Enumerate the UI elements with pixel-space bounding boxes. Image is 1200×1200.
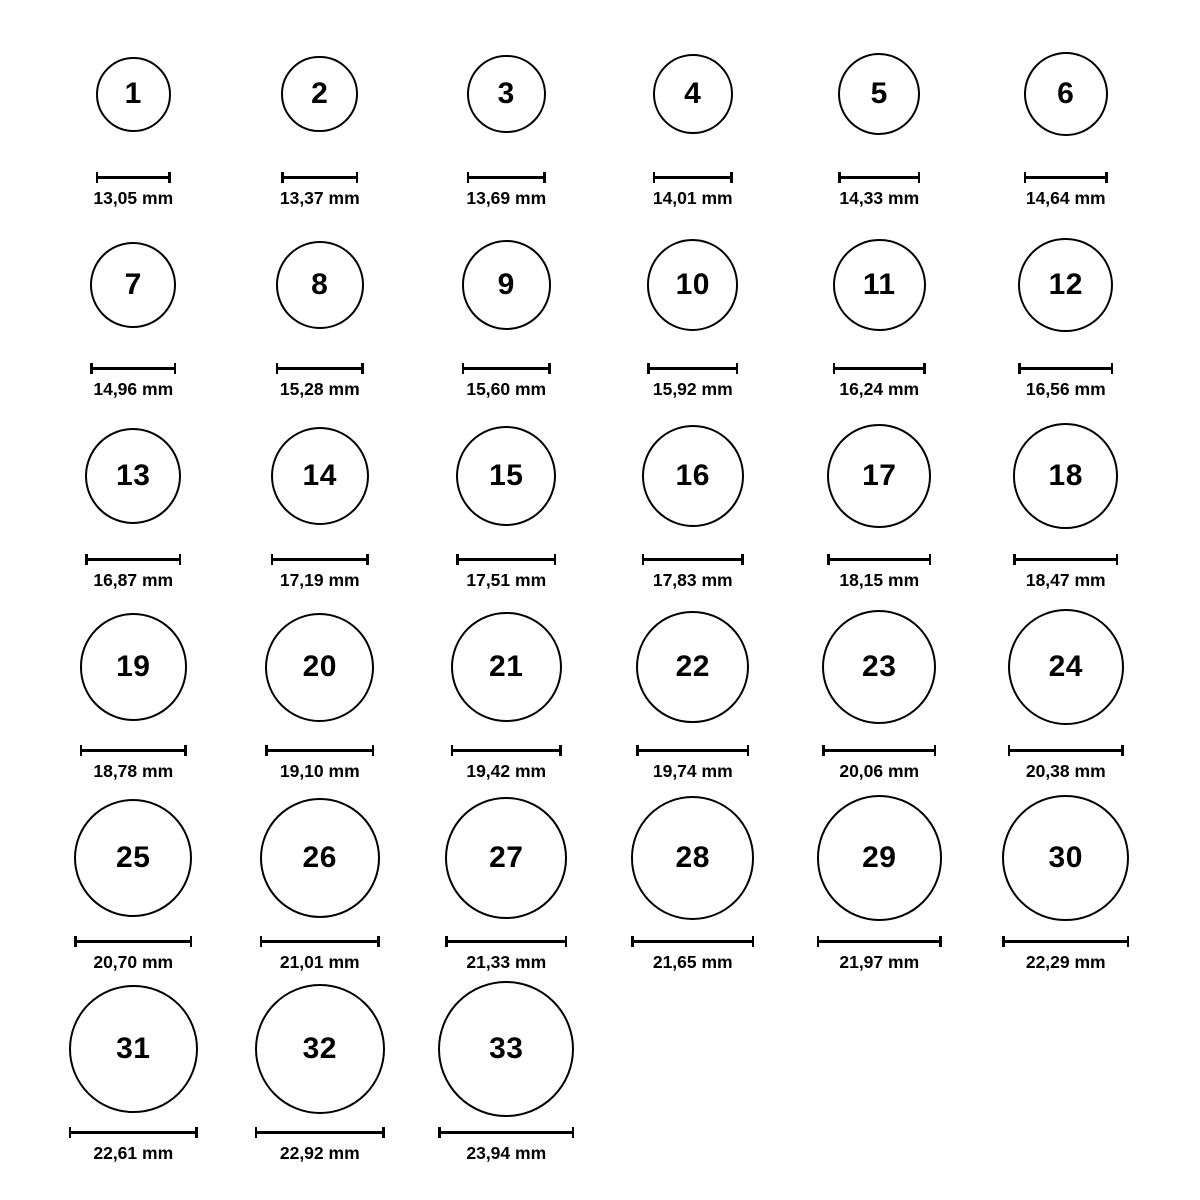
ring-circle[interactable] xyxy=(822,610,936,724)
diameter-bar-line xyxy=(260,940,380,943)
diameter-label: 19,10 mm xyxy=(279,761,360,781)
ring-circle[interactable] xyxy=(636,611,749,724)
diameter-bar-line xyxy=(80,749,187,752)
ring-size-number: 14 xyxy=(302,458,337,492)
diameter-bar-icon xyxy=(85,554,181,565)
ring-size-number: 33 xyxy=(489,1032,524,1065)
size-row xyxy=(40,209,1160,400)
ring-size-cell[interactable] xyxy=(413,591,600,782)
diameter-label: 20,06 mm xyxy=(839,761,920,781)
ring-circle-wrap xyxy=(96,18,171,170)
ring-circle[interactable] xyxy=(1013,423,1118,528)
diameter-measure xyxy=(827,554,931,591)
ring-circle[interactable] xyxy=(462,240,551,329)
diameter-bar-icon xyxy=(833,363,926,374)
diameter-bar-icon xyxy=(260,936,380,947)
ring-circle-wrap xyxy=(271,400,369,552)
diameter-label: 19,42 mm xyxy=(466,761,547,781)
ring-circle-wrap xyxy=(1008,591,1124,743)
diameter-bar-line xyxy=(74,940,192,943)
ring-circle-wrap xyxy=(838,18,920,170)
diameter-label: 16,87 mm xyxy=(93,570,174,590)
diameter-bar-icon xyxy=(838,172,920,183)
diameter-bar-icon xyxy=(647,363,738,374)
ring-circle[interactable] xyxy=(456,426,556,526)
diameter-bar-line xyxy=(1024,176,1108,179)
ring-circle[interactable] xyxy=(451,612,562,723)
diameter-label: 21,01 mm xyxy=(279,952,360,972)
ring-circle[interactable] xyxy=(467,55,546,134)
diameter-bar-line xyxy=(255,1131,385,1134)
diameter-measure xyxy=(466,172,546,209)
ring-circle-wrap xyxy=(276,209,364,361)
ring-circle[interactable] xyxy=(85,428,181,524)
ring-size-number: 32 xyxy=(302,1032,337,1065)
diameter-bar-line xyxy=(462,367,551,370)
ring-size-cell[interactable] xyxy=(413,209,600,400)
diameter-measure xyxy=(653,172,733,209)
ring-size-cell[interactable] xyxy=(973,591,1160,782)
ring-size-number: 6 xyxy=(1057,76,1075,110)
diameter-label: 15,92 mm xyxy=(652,379,733,399)
ring-size-number: 31 xyxy=(116,1032,151,1065)
ring-size-cell[interactable] xyxy=(227,973,414,1164)
ring-circle-wrap xyxy=(833,209,926,361)
diameter-measure xyxy=(280,172,360,209)
diameter-bar-line xyxy=(653,176,733,179)
ring-circle[interactable] xyxy=(838,53,920,135)
ring-circle-wrap xyxy=(445,782,567,934)
diameter-bar-icon xyxy=(80,745,187,756)
ring-circle[interactable] xyxy=(438,981,574,1117)
diameter-bar-line xyxy=(271,558,369,561)
diameter-bar-icon xyxy=(445,936,567,947)
ring-size-cell[interactable] xyxy=(40,591,227,782)
diameter-bar-icon xyxy=(90,363,176,374)
ring-size-number: 24 xyxy=(1048,650,1083,683)
ring-size-cell[interactable] xyxy=(227,209,414,400)
ring-circle[interactable] xyxy=(276,241,364,329)
diameter-bar-icon xyxy=(265,745,374,756)
size-row xyxy=(40,591,1160,782)
diameter-bar-line xyxy=(90,367,176,370)
ring-circle[interactable] xyxy=(80,613,187,720)
ring-size-number: 16 xyxy=(675,458,710,492)
diameter-bar-icon xyxy=(1024,172,1108,183)
diameter-measure xyxy=(260,936,380,973)
diameter-measure xyxy=(255,1127,385,1164)
diameter-measure xyxy=(445,936,567,973)
ring-size-cell[interactable] xyxy=(40,782,227,973)
ring-circle[interactable] xyxy=(281,56,358,133)
ring-size-number: 13 xyxy=(116,458,151,492)
diameter-bar-line xyxy=(631,940,754,943)
diameter-bar-icon xyxy=(255,1127,385,1138)
diameter-measure xyxy=(822,745,936,782)
diameter-bar-line xyxy=(833,367,926,370)
diameter-label: 18,47 mm xyxy=(1025,570,1106,590)
ring-circle-wrap xyxy=(1013,400,1118,552)
diameter-bar-line xyxy=(1013,558,1118,561)
ring-circle[interactable] xyxy=(653,54,733,134)
diameter-measure xyxy=(451,745,562,782)
diameter-label: 15,28 mm xyxy=(279,379,360,399)
diameter-bar-icon xyxy=(827,554,931,565)
diameter-label: 16,56 mm xyxy=(1025,379,1106,399)
ring-circle-wrap xyxy=(281,18,358,170)
diameter-bar-icon xyxy=(96,172,171,183)
size-row xyxy=(40,18,1160,209)
ring-size-cell[interactable] xyxy=(786,591,973,782)
diameter-bar-icon xyxy=(642,554,744,565)
ring-circle-wrap xyxy=(636,591,749,743)
diameter-bar-icon xyxy=(653,172,733,183)
diameter-label: 19,74 mm xyxy=(652,761,733,781)
ring-circle[interactable] xyxy=(74,799,192,917)
ring-size-number: 2 xyxy=(311,76,329,110)
diameter-measure xyxy=(271,554,369,591)
ring-size-number: 30 xyxy=(1048,840,1083,874)
ring-size-cell[interactable] xyxy=(786,400,973,591)
ring-size-cell[interactable] xyxy=(600,209,787,400)
diameter-bar-line xyxy=(1018,367,1113,370)
diameter-label: 14,01 mm xyxy=(652,188,733,208)
ring-size-cell[interactable] xyxy=(413,973,600,1164)
diameter-bar-icon xyxy=(1018,363,1113,374)
ring-size-cell[interactable] xyxy=(40,209,227,400)
ring-circle-wrap xyxy=(653,18,733,170)
diameter-label: 14,64 mm xyxy=(1025,188,1106,208)
diameter-bar-line xyxy=(467,176,546,179)
ring-circle-wrap xyxy=(85,400,181,552)
diameter-label: 22,29 mm xyxy=(1025,952,1106,972)
diameter-label: 21,65 mm xyxy=(652,952,733,972)
ring-size-cell[interactable] xyxy=(973,782,1160,973)
diameter-bar-line xyxy=(642,558,744,561)
diameter-measure xyxy=(74,936,192,973)
diameter-label: 22,92 mm xyxy=(279,1143,360,1163)
ring-size-number: 29 xyxy=(862,841,897,874)
ring-circle[interactable] xyxy=(631,796,754,919)
ring-size-number: 4 xyxy=(684,76,702,110)
ring-circle[interactable] xyxy=(90,242,176,328)
diameter-bar-icon xyxy=(281,172,358,183)
ring-size-cell[interactable] xyxy=(227,400,414,591)
diameter-measure xyxy=(1002,936,1129,973)
ring-circle-wrap xyxy=(467,18,546,170)
ring-circle[interactable] xyxy=(647,239,738,330)
ring-size-cell[interactable] xyxy=(973,400,1160,591)
diameter-bar-icon xyxy=(271,554,369,565)
ring-circle-wrap xyxy=(260,782,380,934)
diameter-bar-icon xyxy=(69,1127,198,1138)
ring-circle[interactable] xyxy=(1002,795,1129,922)
diameter-measure xyxy=(817,936,942,973)
diameter-bar-line xyxy=(276,367,364,370)
diameter-label: 13,69 mm xyxy=(466,188,547,208)
diameter-bar-icon xyxy=(451,745,562,756)
diameter-measure xyxy=(1024,172,1108,209)
diameter-label: 17,19 mm xyxy=(279,570,360,590)
ring-size-cell[interactable] xyxy=(413,18,600,209)
diameter-bar-line xyxy=(838,176,920,179)
ring-circle[interactable] xyxy=(260,798,380,918)
diameter-bar-icon xyxy=(817,936,942,947)
ring-circle-wrap xyxy=(74,782,192,934)
diameter-label: 18,15 mm xyxy=(839,570,920,590)
ring-size-number: 25 xyxy=(116,840,151,874)
ring-size-number: 21 xyxy=(489,649,524,683)
ring-circle[interactable] xyxy=(445,797,567,919)
diameter-label: 15,60 mm xyxy=(466,379,547,399)
diameter-bar-icon xyxy=(438,1127,574,1138)
ring-size-number: 3 xyxy=(497,77,515,110)
ring-circle[interactable] xyxy=(96,57,171,132)
ring-circle[interactable] xyxy=(1024,52,1108,136)
ring-size-cell[interactable] xyxy=(600,18,787,209)
ring-size-number: 7 xyxy=(124,268,142,301)
diameter-label: 23,94 mm xyxy=(466,1143,547,1163)
size-row xyxy=(40,400,1160,591)
diameter-measure xyxy=(456,554,556,591)
ring-size-number: 10 xyxy=(675,268,710,301)
ring-circle-wrap xyxy=(80,591,187,743)
diameter-measure xyxy=(93,172,173,209)
diameter-label: 14,96 mm xyxy=(93,379,174,399)
ring-size-number: 19 xyxy=(116,650,151,683)
diameter-measure xyxy=(85,554,181,591)
diameter-label: 18,78 mm xyxy=(93,761,174,781)
ring-circle-wrap xyxy=(265,591,374,743)
ring-size-cell[interactable] xyxy=(227,782,414,973)
diameter-bar-line xyxy=(827,558,931,561)
ring-circle[interactable] xyxy=(817,795,942,920)
ring-circle[interactable] xyxy=(69,985,198,1114)
ring-size-number: 5 xyxy=(870,77,888,110)
diameter-bar-line xyxy=(817,940,942,943)
ring-size-number: 28 xyxy=(675,840,710,874)
ring-circle-wrap xyxy=(451,591,562,743)
ring-size-cell[interactable] xyxy=(40,18,227,209)
diameter-measure xyxy=(90,363,176,400)
diameter-label: 17,51 mm xyxy=(466,570,547,590)
ring-size-number: 11 xyxy=(862,267,896,301)
diameter-bar-icon xyxy=(1008,745,1124,756)
ring-size-number: 18 xyxy=(1048,458,1083,492)
diameter-measure xyxy=(636,745,749,782)
diameter-bar-icon xyxy=(636,745,749,756)
diameter-label: 22,61 mm xyxy=(93,1143,174,1163)
diameter-measure xyxy=(838,172,920,209)
ring-size-cell[interactable] xyxy=(600,782,787,973)
ring-size-cell[interactable] xyxy=(413,400,600,591)
ring-size-number: 8 xyxy=(311,268,329,301)
diameter-bar-line xyxy=(456,558,556,561)
ring-size-cell[interactable] xyxy=(413,782,600,973)
diameter-bar-line xyxy=(438,1131,574,1134)
diameter-measure xyxy=(1013,554,1118,591)
ring-circle-wrap xyxy=(647,209,738,361)
diameter-bar-icon xyxy=(276,363,364,374)
diameter-label: 13,37 mm xyxy=(279,188,360,208)
ring-circle-wrap xyxy=(1002,782,1129,934)
ring-circle-wrap xyxy=(1018,209,1113,361)
ring-circle-wrap xyxy=(827,400,931,552)
diameter-bar-line xyxy=(1008,749,1124,752)
diameter-measure xyxy=(69,1127,198,1164)
diameter-measure xyxy=(642,554,744,591)
ring-size-cell[interactable] xyxy=(40,400,227,591)
ring-size-number: 20 xyxy=(302,650,337,683)
ring-size-number: 17 xyxy=(862,459,897,492)
ring-circle[interactable] xyxy=(827,424,931,528)
ring-size-number: 23 xyxy=(862,649,897,683)
ring-circle-wrap xyxy=(456,400,556,552)
ring-size-cell[interactable] xyxy=(227,18,414,209)
diameter-label: 16,24 mm xyxy=(839,379,920,399)
diameter-bar-icon xyxy=(822,745,936,756)
ring-circle-wrap xyxy=(1024,18,1108,170)
ring-size-number: 26 xyxy=(302,840,337,874)
ring-circle[interactable] xyxy=(265,613,374,722)
diameter-bar-line xyxy=(636,749,749,752)
ring-size-number: 15 xyxy=(489,459,524,492)
diameter-label: 21,33 mm xyxy=(466,952,547,972)
ring-circle[interactable] xyxy=(1018,238,1113,333)
ring-size-cell[interactable] xyxy=(600,400,787,591)
ring-size-number: 22 xyxy=(675,650,710,683)
ring-circle[interactable] xyxy=(1008,609,1124,725)
ring-circle-wrap xyxy=(462,209,551,361)
diameter-bar-line xyxy=(96,176,171,179)
ring-circle[interactable] xyxy=(255,984,385,1114)
size-row xyxy=(40,973,1160,1164)
diameter-measure xyxy=(276,363,364,400)
diameter-bar-icon xyxy=(467,172,546,183)
diameter-label: 17,83 mm xyxy=(652,570,733,590)
ring-circle-wrap xyxy=(822,591,936,743)
diameter-measure xyxy=(631,936,754,973)
ring-size-cell[interactable] xyxy=(786,782,973,973)
diameter-measure xyxy=(1008,745,1124,782)
diameter-label: 20,70 mm xyxy=(93,952,174,972)
ring-size-cell[interactable] xyxy=(786,18,973,209)
diameter-measure xyxy=(462,363,551,400)
diameter-measure xyxy=(1018,363,1113,400)
ring-size-cell[interactable] xyxy=(227,591,414,782)
ring-size-number: 12 xyxy=(1048,268,1083,301)
diameter-label: 14,33 mm xyxy=(839,188,920,208)
diameter-bar-line xyxy=(85,558,181,561)
diameter-label: 20,38 mm xyxy=(1025,761,1106,781)
diameter-bar-line xyxy=(445,940,567,943)
diameter-bar-line xyxy=(822,749,936,752)
diameter-bar-icon xyxy=(1013,554,1118,565)
diameter-bar-line xyxy=(647,367,738,370)
ring-circle-wrap xyxy=(642,400,744,552)
diameter-bar-icon xyxy=(631,936,754,947)
ring-circle-wrap xyxy=(631,782,754,934)
diameter-bar-line xyxy=(1002,940,1129,943)
diameter-bar-line xyxy=(265,749,374,752)
ring-size-number: 1 xyxy=(124,77,142,110)
diameter-bar-line xyxy=(69,1131,198,1134)
ring-size-cell[interactable] xyxy=(786,209,973,400)
ring-circle[interactable] xyxy=(271,427,369,525)
size-row xyxy=(40,782,1160,973)
diameter-bar-icon xyxy=(74,936,192,947)
diameter-measure xyxy=(833,363,926,400)
ring-circle-wrap xyxy=(255,973,385,1125)
diameter-bar-icon xyxy=(456,554,556,565)
ring-circle-wrap xyxy=(817,782,942,934)
ring-size-cell[interactable] xyxy=(973,18,1160,209)
diameter-label: 13,05 mm xyxy=(93,188,174,208)
ring-circle[interactable] xyxy=(642,425,744,527)
ring-circle-wrap xyxy=(90,209,176,361)
diameter-measure xyxy=(647,363,738,400)
ring-circle[interactable] xyxy=(833,239,926,332)
ring-size-cell[interactable] xyxy=(973,209,1160,400)
diameter-label: 21,97 mm xyxy=(839,952,920,972)
diameter-measure xyxy=(265,745,374,782)
diameter-bar-line xyxy=(451,749,562,752)
ring-circle-wrap xyxy=(69,973,198,1125)
diameter-bar-icon xyxy=(462,363,551,374)
diameter-bar-line xyxy=(281,176,358,179)
ring-circle-wrap xyxy=(438,973,574,1125)
diameter-measure xyxy=(438,1127,574,1164)
ring-size-number: 27 xyxy=(489,841,524,874)
ring-size-cell[interactable] xyxy=(600,591,787,782)
ring-size-cell[interactable] xyxy=(40,973,227,1164)
diameter-bar-icon xyxy=(1002,936,1129,947)
diameter-measure xyxy=(80,745,187,782)
ring-size-number: 9 xyxy=(497,267,515,301)
